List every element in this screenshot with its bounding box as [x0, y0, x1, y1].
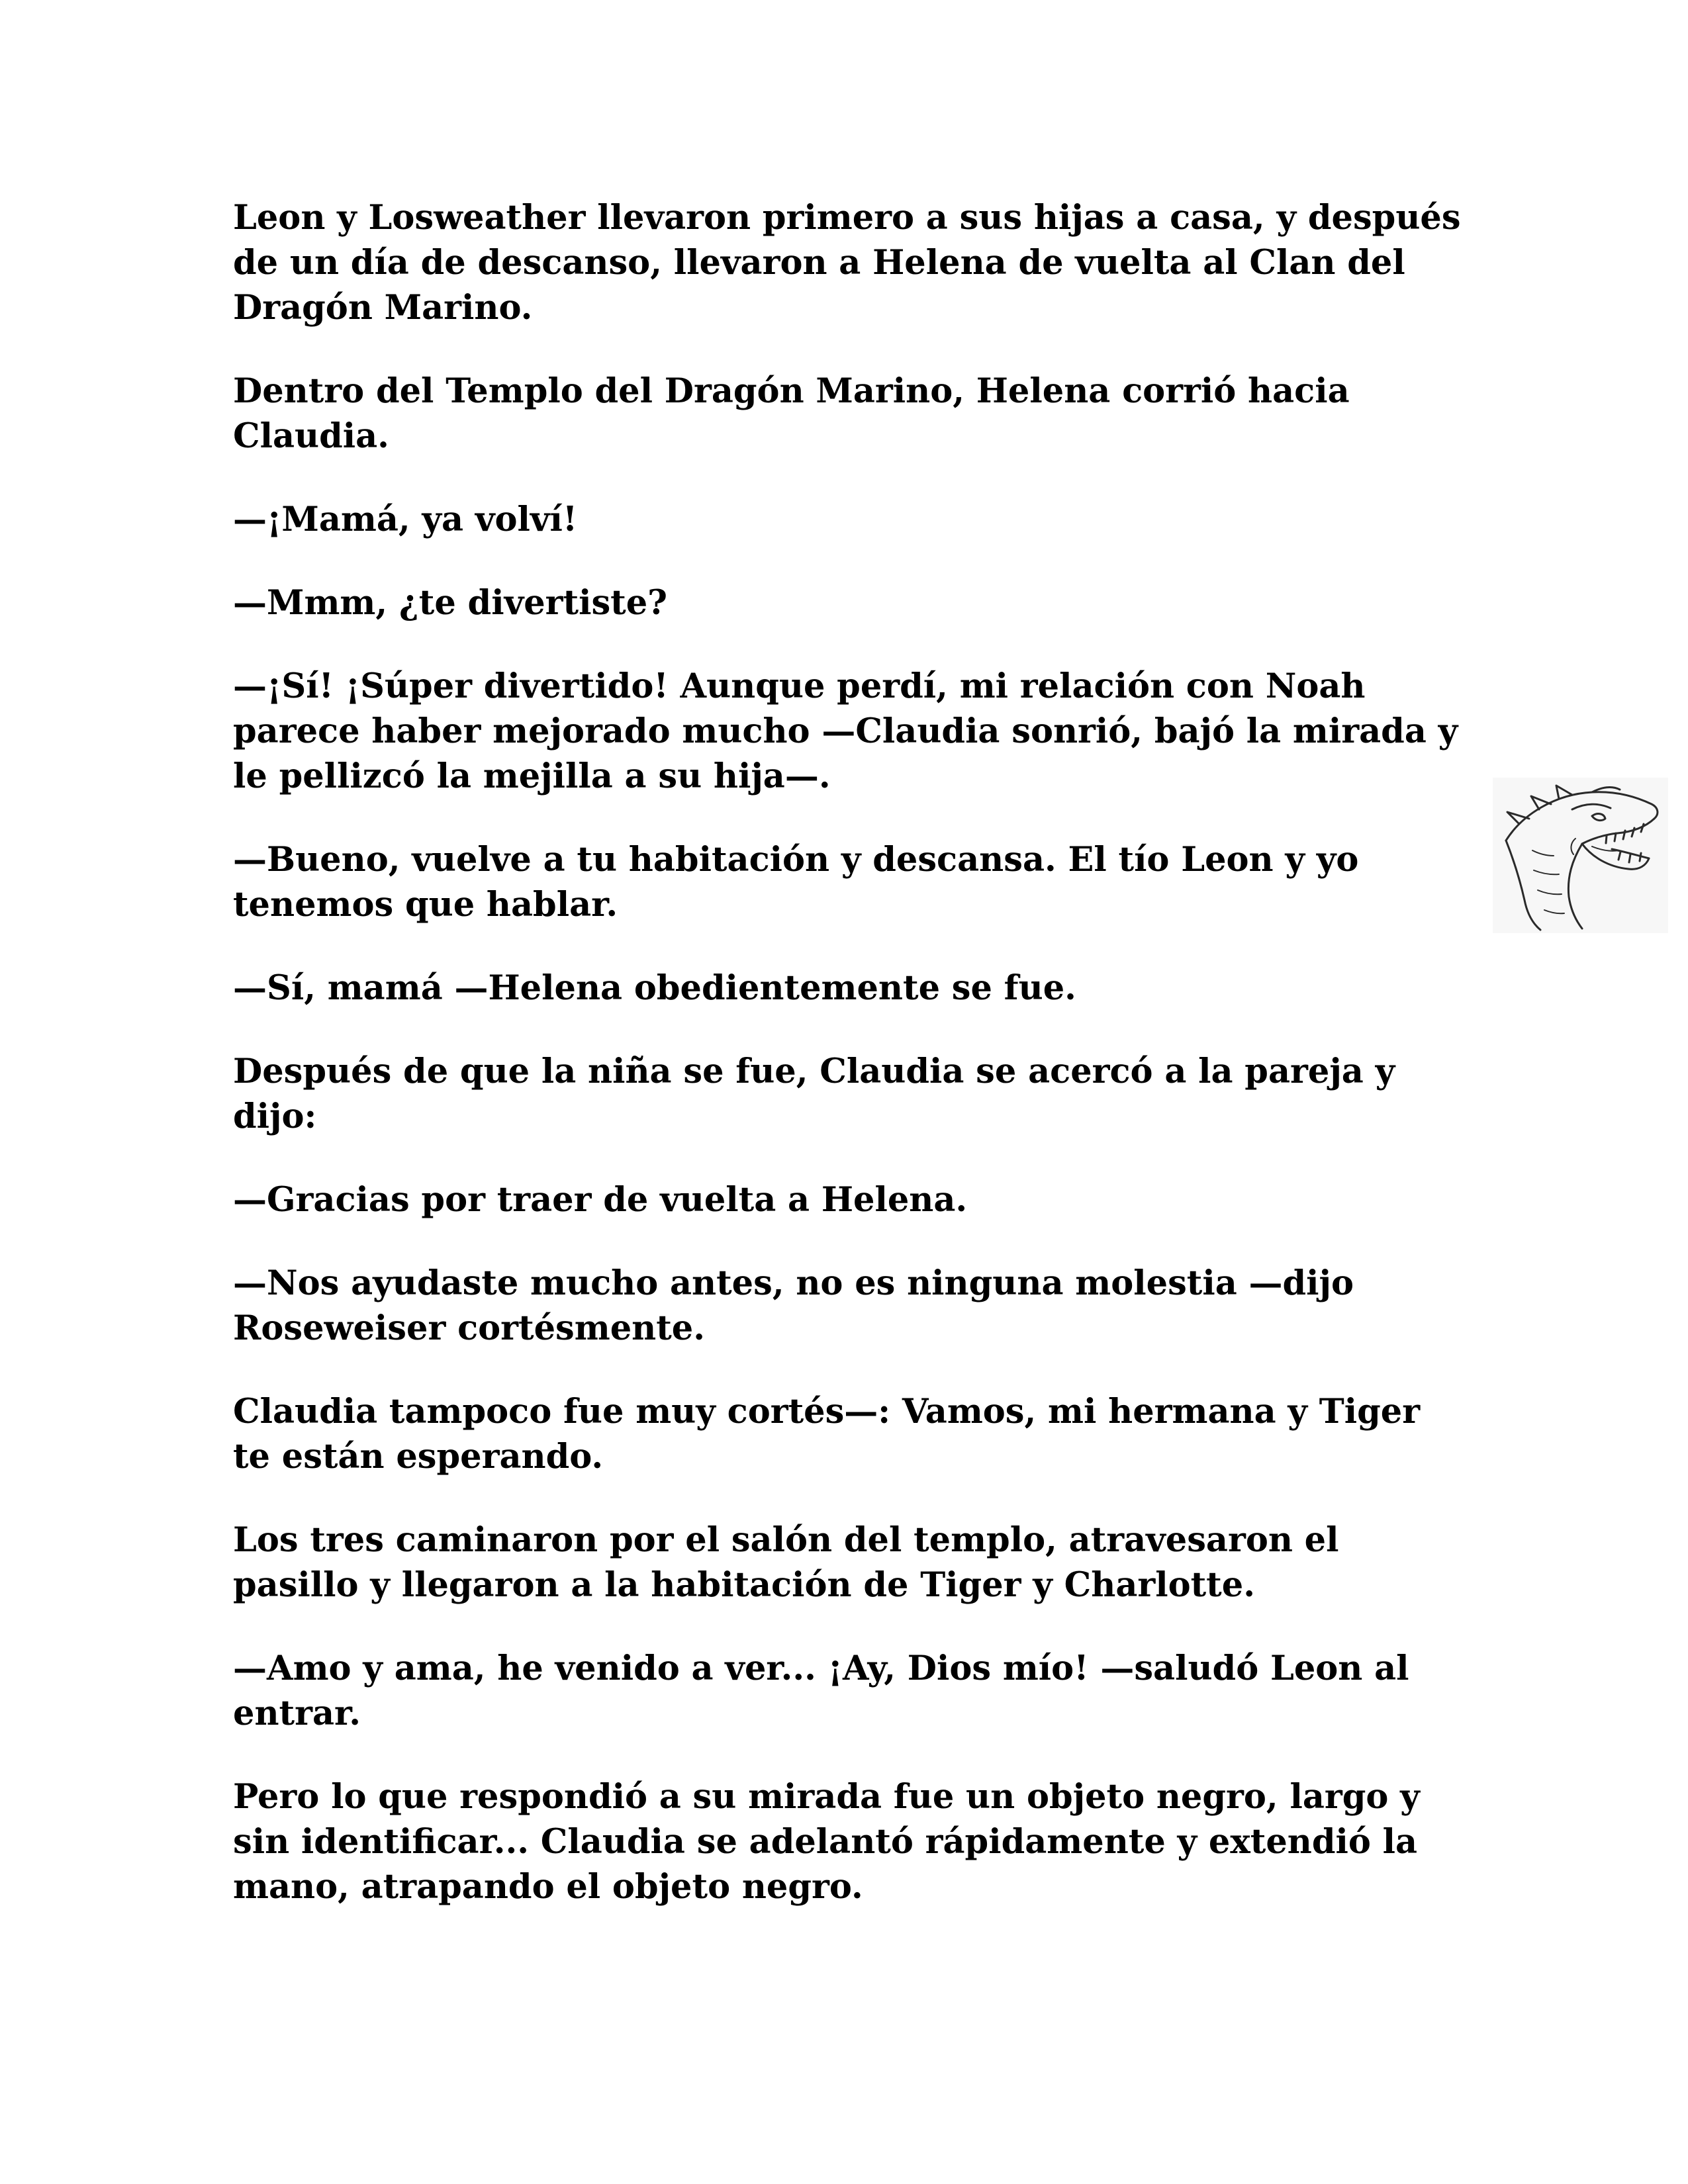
paragraph: —¡Mamá, ya volví! [233, 500, 578, 539]
paragraph: —Bueno, vuelve a tu habitación y descansa. El tío Leon y yo tenemos que hablar. [233, 840, 1359, 925]
paragraph: —Amo y ama, he venido a ver... ¡Ay, Dios mío! —saludó Leon al entrar. [233, 1649, 1409, 1733]
paragraph: Claudia tampoco fue muy cortés—: Vamos, mi hermana y Tiger te están esperando. [233, 1392, 1421, 1477]
paragraph: —Gracias por traer de vuelta a Helena. [233, 1180, 968, 1220]
paragraph: Pero lo que respondió a su mirada fue un objeto negro, largo y sin identificar... Claudia se adelantó rápidamente y extendió la mano, atrapando el objeto negro. [233, 1777, 1420, 1907]
paragraph: Los tres caminaron por el salón del templo, atravesaron el pasillo y llegaron a la habitación de Tiger y Charlotte. [233, 1520, 1339, 1605]
paragraph: Después de que la niña se fue, Claudia se acercó a la pareja y dijo: [233, 1052, 1395, 1136]
paragraph: Leon y Losweather llevaron primero a sus hijas a casa, y después de un día de descanso, llevaron a Helena de vuelta al Clan del Dragón Marino. [233, 198, 1461, 328]
paragraph: —¡Sí! ¡Súper divertido! Aunque perdí, mi relación con Noah parece haber mejorado mucho —Claudia sonrió, bajó la mirada y le pellizcó la mejilla a su hija—. [233, 666, 1458, 796]
paragraph: —Nos ayudaste mucho antes, no es ninguna molestia —dijo Roseweiser cortésmente. [233, 1263, 1354, 1348]
paragraph: —Sí, mamá —Helena obedientemente se fue. [233, 968, 1076, 1008]
paragraph: Dentro del Templo del Dragón Marino, Helena corrió hacia Claudia. [233, 371, 1350, 456]
body-text [233, 195, 1464, 1948]
dragon-head-sketch-icon [1493, 778, 1668, 933]
paragraph: —Mmm, ¿te divertiste? [233, 583, 668, 623]
